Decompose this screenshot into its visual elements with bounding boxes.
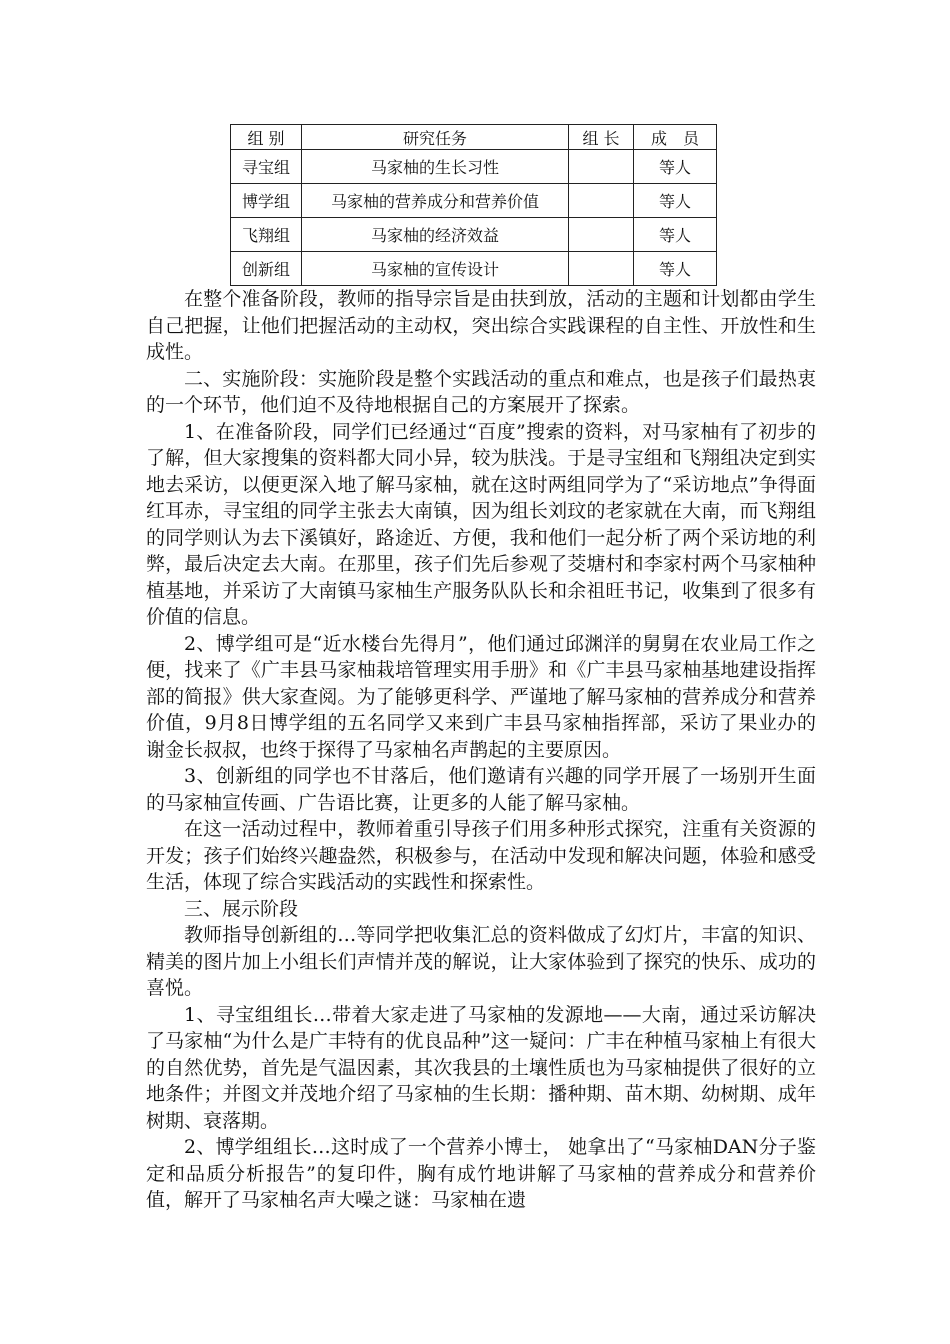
paragraph: 1、寻宝组组长…带着大家走进了马家柚的发源地——大南，通过采访解决了马家柚“为什么是广丰特有的优良品种”这一疑问：广丰在种植马家柚上有很大的自然优势，首先是气温因素，其次我县的土壤性质也为马家柚提供了很好的立地条件；并图文并茂地介绍了马家柚的生长期：播种期、苗木期、幼树期、成年树期、衰落期。 — [146, 1003, 816, 1132]
cell-task: 马家柚的生长习性 — [302, 150, 569, 184]
section-heading: 三、展示阶段 — [184, 897, 299, 920]
paragraph: 教师指导创新组的…等同学把收集汇总的资料做成了幻灯片，丰富的知识、精美的图片加上小组长们声情并茂的解说，让大家体验到了探究的快乐、成功的喜悦。 — [146, 924, 816, 999]
body-text — [146, 286, 816, 1214]
cell-leader — [569, 252, 634, 286]
cell-group: 博学组 — [231, 184, 302, 218]
header-group: 组 别 — [231, 125, 302, 150]
table-row — [231, 150, 717, 184]
cell-members: 等人 — [634, 218, 717, 252]
cell-leader — [569, 150, 634, 184]
research-task-table — [230, 124, 717, 286]
header-leader: 组 长 — [569, 125, 634, 150]
cell-members: 等人 — [634, 150, 717, 184]
cell-members: 等人 — [634, 252, 717, 286]
cell-members: 等人 — [634, 184, 717, 218]
paragraph: 1、在准备阶段，同学们已经通过“百度”搜索的资料，对马家柚有了初步的了解，但大家搜集的资料都大同小异，较为肤浅。于是寻宝组和飞翔组决定到实地去采访，以便更深入地了解马家柚，就在这时两组同学为了“采访地点”争得面红耳赤，寻宝组的同学主张去大南镇，因为组长刘玟的老家就在大南，而飞翔组的同学则认为去下溪镇好，路途近、方便，我和他们一起分析了两个采访地的利弊，最后决定去大南。在那里，孩子们先后参观了茭塘村和李家村两个马家柚种植基地，并采访了大南镇马家柚生产服务队队长和余祖旺书记，收集到了很多有价值的信息。 — [146, 420, 816, 628]
cell-group: 飞翔组 — [231, 218, 302, 252]
paragraph: 2、博学组可是“近水楼台先得月”，他们通过邱渊洋的舅舅在农业局工作之便，找来了《广丰县马家柚栽培管理实用手册》和《广丰县马家柚基地建设指挥部的简报》供大家查阅。为了能够更科学、严谨地了解马家柚的营养成分和营养价值，9月8日博学组的五名同学又来到广丰县马家柚指挥部，采访了果业办的谢金长叔叔，也终于探得了马家柚名声鹊起的主要原因。 — [146, 632, 816, 761]
cell-task: 马家柚的宣传设计 — [302, 252, 569, 286]
paragraph: 在整个准备阶段，教师的指导宗旨是由扶到放，活动的主题和计划都由学生自己把握，让他们把握活动的主动权，突出综合实践课程的自主性、开放性和生成性。 — [146, 288, 816, 363]
table-row — [231, 252, 717, 286]
paragraph: 2、博学组组长…这时成了一个营养小博士， 她拿出了“马家柚DAN分子鉴定和品质分析报告”的复印件，胸有成竹地讲解了马家柚的营养成分和营养价值，解开了马家柚名声大噪之谜：马家柚在遗 — [146, 1136, 816, 1211]
cell-group: 寻宝组 — [231, 150, 302, 184]
header-members: 成 员 — [634, 125, 717, 150]
cell-group: 创新组 — [231, 252, 302, 286]
table-row — [231, 218, 717, 252]
cell-leader — [569, 184, 634, 218]
cell-task: 马家柚的经济效益 — [302, 218, 569, 252]
header-task: 研究任务 — [302, 125, 569, 150]
table-header-row — [231, 125, 717, 150]
cell-task: 马家柚的营养成分和营养价值 — [302, 184, 569, 218]
cell-leader — [569, 218, 634, 252]
paragraph: 3、创新组的同学也不甘落后，他们邀请有兴趣的同学开展了一场别开生面的马家柚宣传画、广告语比赛，让更多的人能了解马家柚。 — [146, 765, 816, 814]
table-row — [231, 184, 717, 218]
paragraph: 在这一活动过程中，教师着重引导孩子们用多种形式探究，注重有关资源的开发；孩子们始终兴趣盎然，积极参与，在活动中发现和解决问题，体验和感受生活，体现了综合实践活动的实践性和探索性。 — [146, 818, 816, 893]
paragraph: 二、实施阶段：实施阶段是整个实践活动的重点和难点，也是孩子们最热衷的一个环节，他们迫不及待地根据自己的方案展开了探索。 — [146, 367, 816, 416]
